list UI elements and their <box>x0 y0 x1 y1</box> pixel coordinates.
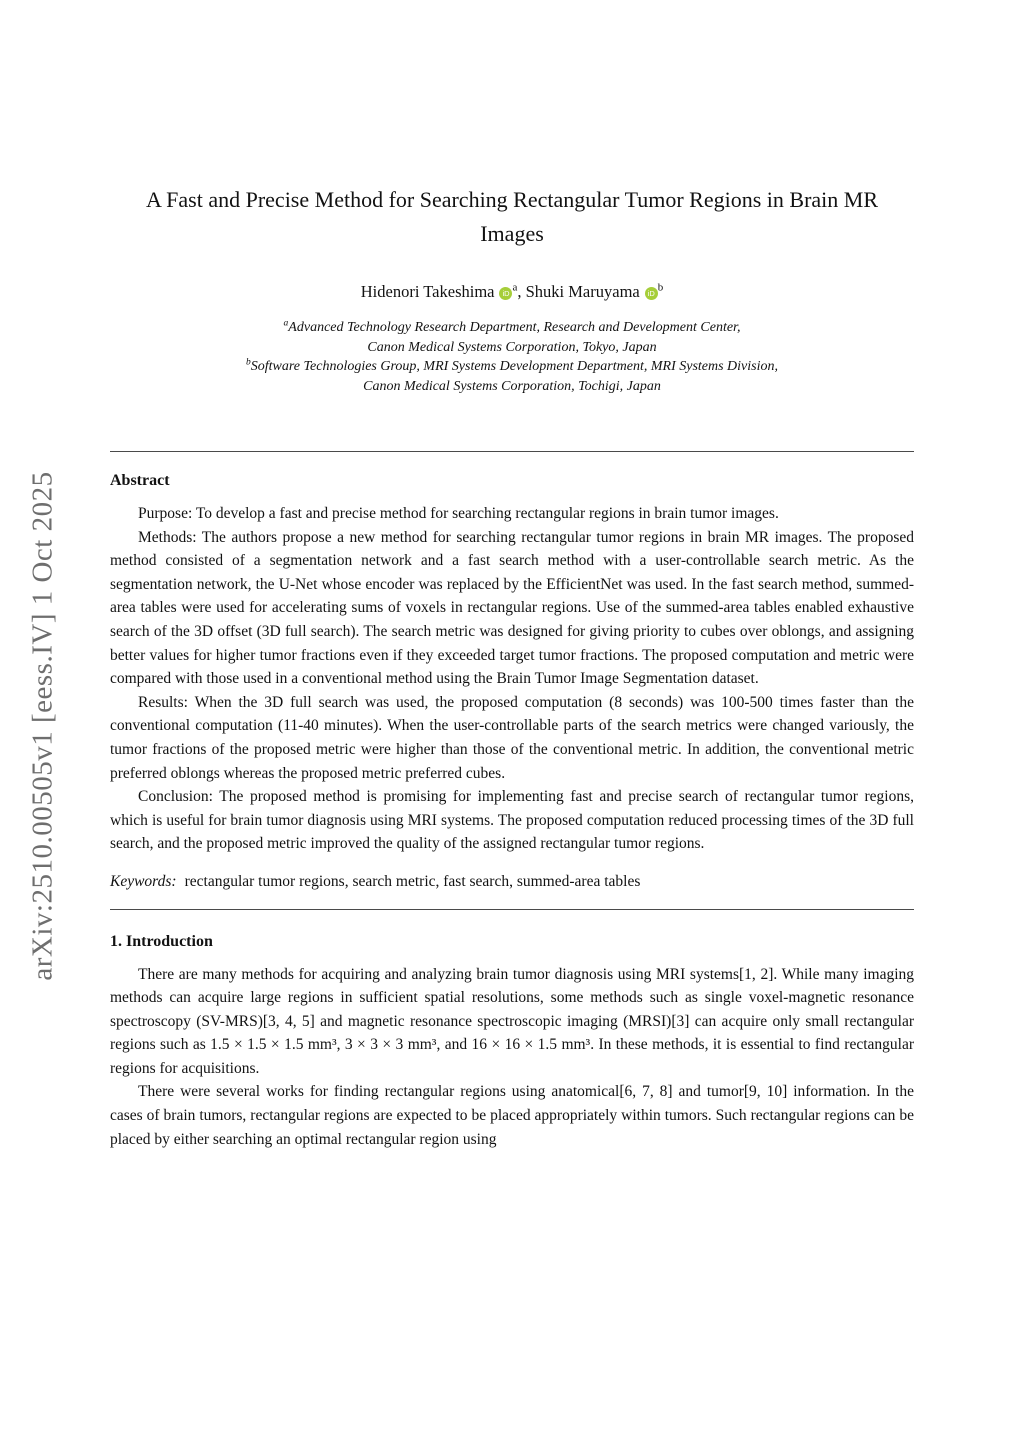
keywords-label: Keywords: <box>110 872 177 890</box>
orcid-icon[interactable]: iD <box>645 287 658 300</box>
affiliation-line <box>110 357 914 377</box>
abstract-heading: Abstract <box>110 472 170 489</box>
affiliation-line <box>110 318 914 338</box>
author-separator: , <box>517 282 526 301</box>
author-affiliation-marker: a <box>512 281 518 294</box>
paper-content <box>110 0 914 1151</box>
affiliation-marker: a <box>283 318 289 329</box>
affiliation-text: Software Technologies Group, MRI Systems Development Department, MRI Systems Division, <box>250 359 778 374</box>
affiliation-text: Canon Medical Systems Corporation, Tochigi, Japan <box>363 378 661 394</box>
arxiv-watermark: arXiv:2510.00505v1 [eess.IV] 1 Oct 2025 <box>26 471 59 981</box>
affiliation-text: Canon Medical Systems Corporation, Tokyo, Japan <box>367 339 657 355</box>
affiliation-text: Advanced Technology Research Department, Research and Development Center, <box>288 320 741 335</box>
keywords-text: rectangular tumor regions, search metric, fast search, summed-area tables <box>184 872 641 890</box>
abstract-paragraph-purpose: Purpose: To develop a fast and precise method for searching rectangular regions in brain tumor images. <box>138 505 779 522</box>
affiliation-marker: b <box>246 357 251 368</box>
abstract-top-rule <box>110 451 914 452</box>
author-affiliation-marker: b <box>657 281 664 294</box>
affiliation-line <box>110 377 914 397</box>
paper-title: A Fast and Precise Method for Searching Rectangular Tumor Regions in Brain MR Images <box>145 187 879 246</box>
introduction-paragraph: There were several works for finding rectangular regions using anatomical[6, 7, 8] and tumor[9, 10] information. In the cases of brain tumors, rectangular regions are expected to be placed appropriately within tumors. Such rectangular regions can be placed by either searching an optimal rectangular region using <box>110 1083 914 1148</box>
keywords-bottom-rule <box>110 909 914 910</box>
affiliations-block <box>110 318 914 396</box>
author-name: Hidenori Takeshima <box>360 282 495 301</box>
introduction-paragraph: There are many methods for acquiring and analyzing brain tumor diagnosis using MRI systems[1, 2]. While many imaging methods can acquire large regions in sufficient spatial resolutions, some methods such as single voxel-magnetic resonance spectroscopy (SV-MRS)[3, 4, 5] and magnetic resonance spectroscopic imaging (MRSI)[3] can acquire only small rectangular regions such as 1.5 × 1.5 × 1.5 mm³, 3 × 3 × 3 mm³, and 16 × 16 × 1.5 mm³. In these methods, it is essential to find rectangular regions for acquisitions. <box>110 965 914 1077</box>
author-line <box>110 281 914 302</box>
section-heading-introduction: 1. Introduction <box>110 932 213 950</box>
author-name: Shuki Maruyama <box>525 282 640 301</box>
abstract-paragraph-results: Results: When the 3D full search was used, the proposed computation (8 seconds) was 100-500 times faster than the conventional computation (11-40 minutes). When the user-controllable parts of the search metrics were changed variously, the tumor fractions of the proposed metric were higher than those of the conventional metric. In addition, the conventional metric preferred oblongs whereas the proposed metric preferred cubes. <box>110 693 914 782</box>
abstract-paragraph-methods: Methods: The authors propose a new method for searching rectangular tumor regions in brain MR images. The proposed method consisted of a segmentation network and a fast search method with a user-controllable search metric. As the segmentation network, the U-Net whose encoder was replaced by the EfficientNet was used. In the fast search method, summed-area tables were used for accelerating sums of voxels in rectangular regions. Use of the summed-area tables enabled exhaustive search of the 3D offset (3D full search). The search metric was designed for giving priority to cubes over oblongs, and assigning better values for higher tumor fractions even if they exceeded target tumor fractions. The proposed computation and metric were compared with those used in a conventional method using the Brain Tumor Image Segmentation dataset. <box>110 528 914 688</box>
affiliation-line <box>110 338 914 358</box>
orcid-icon[interactable]: iD <box>499 287 512 300</box>
abstract-paragraph-conclusion: Conclusion: The proposed method is promising for implementing fast and precise search of rectangular tumor regions, which is useful for brain tumor diagnosis using MRI systems. The proposed computation reduced processing times of the 3D full search, and the proposed metric improved the quality of the assigned rectangular tumor regions. <box>110 788 914 853</box>
keywords-line <box>110 870 914 894</box>
